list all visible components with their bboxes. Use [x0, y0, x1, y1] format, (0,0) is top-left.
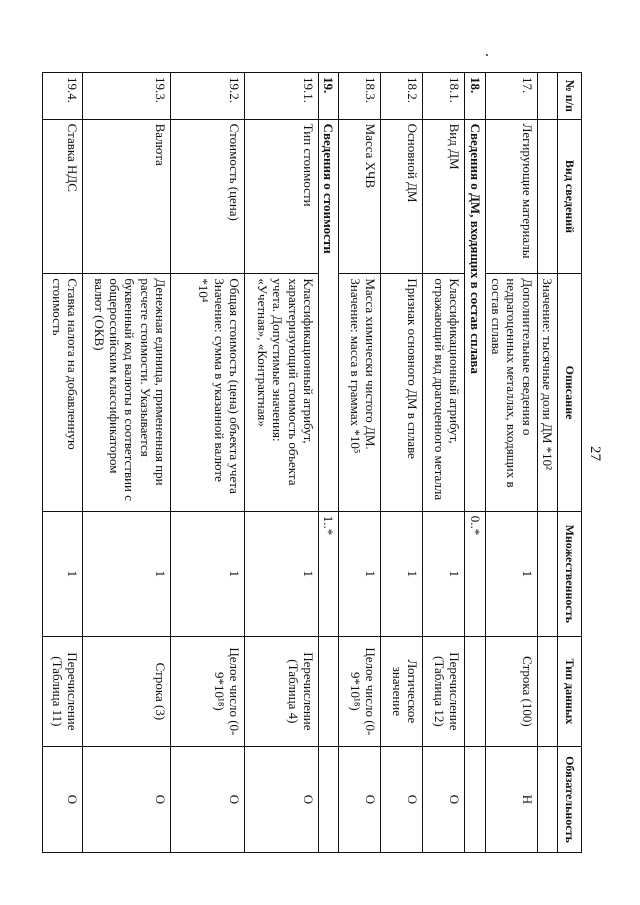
page-number: 27	[587, 446, 603, 461]
cell-num: 19.3.	[83, 73, 171, 120]
cell-req: О	[171, 746, 245, 852]
cell-num	[537, 73, 557, 120]
cell-type: Масса ХЧВ	[339, 119, 381, 274]
rotated-table-container	[49, 72, 582, 853]
cell-num: 19.2.	[171, 73, 245, 120]
section-title: Сведения о ДМ, входящих в состав сплава	[465, 119, 485, 511]
table-row	[83, 73, 171, 853]
section-title: Сведения о стоимости	[319, 119, 339, 511]
cell-req: О	[381, 746, 423, 852]
column-header: Обязательность	[558, 746, 582, 852]
column-header: Тип данных	[558, 636, 582, 746]
table-frame	[49, 72, 582, 853]
cell-req: Н	[485, 746, 537, 852]
cell-type: Основной ДМ	[381, 119, 423, 274]
cell-mult: 1	[339, 511, 381, 636]
cell-type	[537, 119, 557, 274]
cell-dtype: Перечисление (Таблица 4)	[245, 636, 319, 746]
cell-num: 19.4.	[43, 73, 83, 120]
cell-mult: 1	[485, 511, 537, 636]
cell-dtype: Перечисление (Таблица 11)	[43, 636, 83, 746]
table-row	[171, 73, 245, 853]
cell-desc: Дополнительные сведения о недрагоценных металлах, входящих в состав сплава	[485, 274, 537, 511]
table-row	[381, 73, 423, 853]
column-header: Множественность	[558, 511, 582, 636]
table-row	[245, 73, 319, 853]
scan-dot	[486, 54, 488, 56]
table-row	[485, 73, 537, 853]
cell-dtype: Строка (100)	[485, 636, 537, 746]
cell-req: О	[423, 746, 465, 852]
cell-type: Тип стоимости	[245, 119, 319, 274]
cell-dtype	[465, 636, 485, 746]
cell-num: 19.	[319, 73, 339, 120]
table-row	[339, 73, 381, 853]
cell-num: 18.3.	[339, 73, 381, 120]
cell-dtype: Логическое значение	[381, 636, 423, 746]
cell-dtype: Перечисление (Таблица 12)	[423, 636, 465, 746]
cell-type: Валюта	[83, 119, 171, 274]
column-header: Описание	[558, 274, 582, 511]
table-row	[43, 73, 83, 853]
cell-num: 18.2.	[381, 73, 423, 120]
cell-req	[537, 746, 557, 852]
cell-type: Вид ДМ	[423, 119, 465, 274]
table-row	[537, 73, 557, 853]
column-header: Вид сведений	[558, 119, 582, 274]
cell-type: Легирующие материалы	[485, 119, 537, 274]
data-table	[42, 72, 582, 853]
table-header-row	[558, 73, 582, 853]
cell-num: 17.	[485, 73, 537, 120]
section-row	[319, 73, 339, 853]
cell-type: Ставка НДС	[43, 119, 83, 274]
cell-mult: 1	[83, 511, 171, 636]
cell-req	[465, 746, 485, 852]
cell-desc: Признак основного ДМ в сплаве	[381, 274, 423, 511]
cell-desc: Классификационный атрибут, характеризующий стоимость объекта учета. Допустимые значения: «Учетная», «Контрактная»	[245, 274, 319, 511]
cell-desc: Общая стоимость (цена) объекта учета Значение: сумма в указанной валюте *10⁴	[171, 274, 245, 511]
cell-mult	[537, 511, 557, 636]
cell-desc: Классификационный атрибут, отражающий вид драгоценного металла	[423, 274, 465, 511]
cell-mult: 1	[171, 511, 245, 636]
cell-num: 19.1.	[245, 73, 319, 120]
cell-dtype	[319, 636, 339, 746]
section-row	[465, 73, 485, 853]
cell-num: 18.1.	[423, 73, 465, 120]
cell-req: О	[245, 746, 319, 852]
cell-req	[319, 746, 339, 852]
cell-mult: 1..*	[319, 511, 339, 636]
cell-mult: 1	[381, 511, 423, 636]
table-row	[423, 73, 465, 853]
cell-dtype	[537, 636, 557, 746]
cell-dtype: Строка (3)	[83, 636, 171, 746]
cell-mult: 1	[43, 511, 83, 636]
cell-desc: Значение: тысячные доли ДМ *10²	[537, 274, 557, 511]
cell-mult: 1	[245, 511, 319, 636]
cell-dtype: Целое число (0-9*10¹⁸)	[171, 636, 245, 746]
cell-num: 18.	[465, 73, 485, 120]
cell-desc: Денежная единица, примененная при расчете стоимости. Указывается буквенный код валюты в соответствии с общероссийским классификатором валют (ОКВ)	[83, 274, 171, 511]
cell-req: О	[83, 746, 171, 852]
cell-req: О	[43, 746, 83, 852]
cell-desc: Масса химически чистого ДМ. Значение: масса в граммах *10⁵	[339, 274, 381, 511]
cell-dtype: Целое число (0-9*10¹⁸)	[339, 636, 381, 746]
cell-mult: 0..*	[465, 511, 485, 636]
column-header: № п/п	[558, 73, 582, 120]
cell-desc: Ставка налога на добавленную стоимость	[43, 274, 83, 511]
cell-type: Стоимость (цена)	[171, 119, 245, 274]
cell-req: О	[339, 746, 381, 852]
cell-mult: 1	[423, 511, 465, 636]
